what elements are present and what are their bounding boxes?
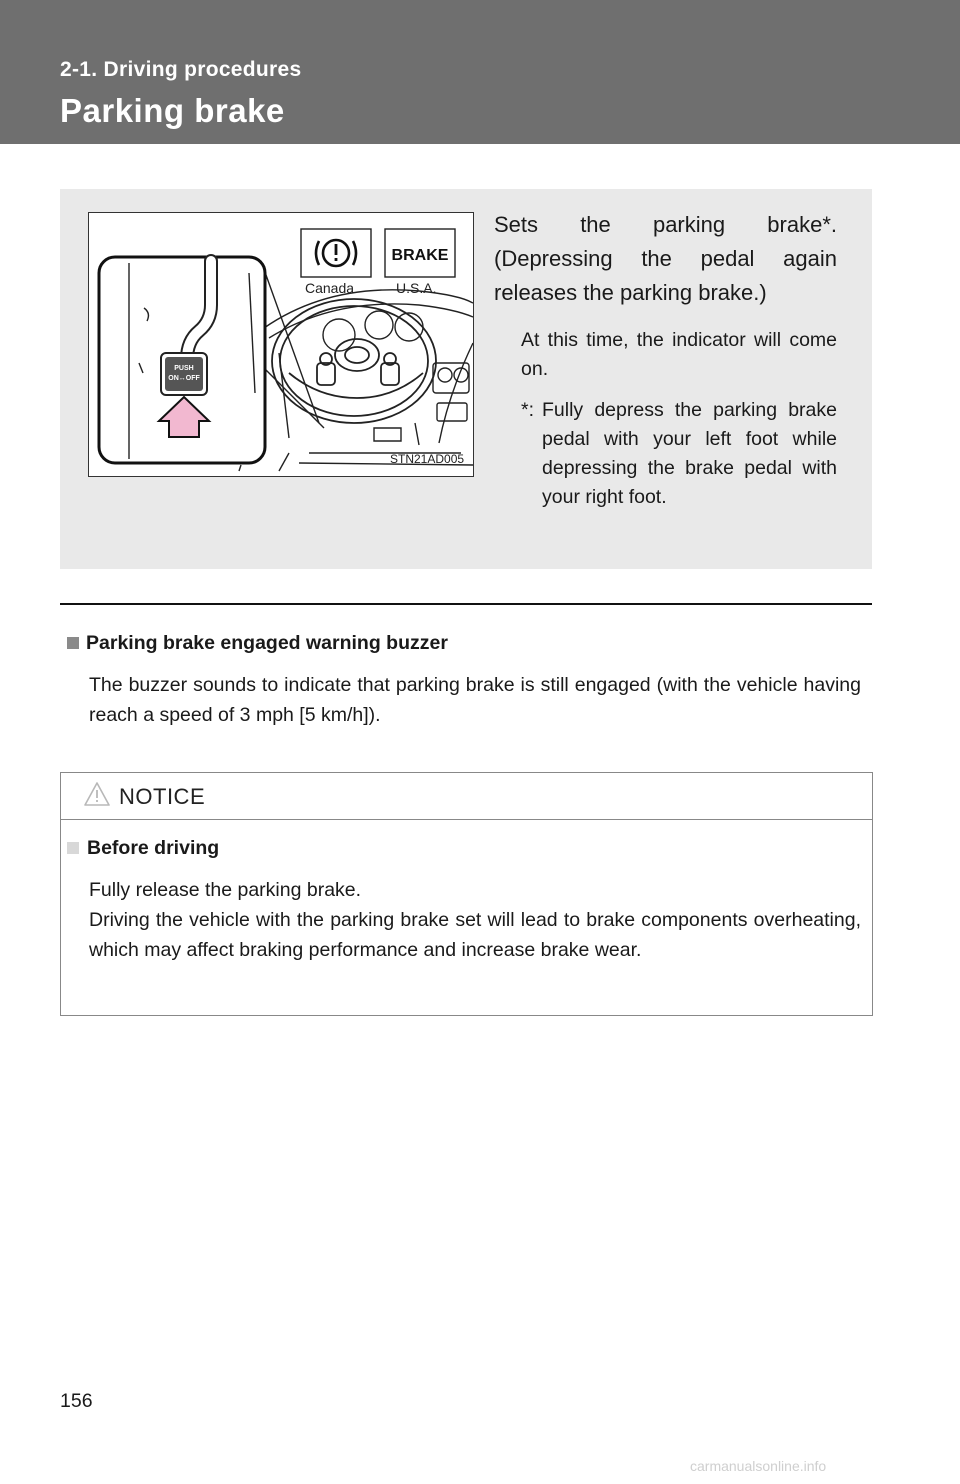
parking-brake-illustration <box>88 212 474 477</box>
notice-box <box>60 772 873 1016</box>
label-usa: U.S.A. <box>396 280 437 296</box>
subsection-heading-text: Parking brake engaged warning buzzer <box>86 632 448 654</box>
page-title: Parking brake <box>60 92 285 129</box>
page-number: 156 <box>60 1390 93 1412</box>
notice-heading <box>67 837 219 860</box>
notice-body <box>89 875 861 965</box>
panel-lead-text: Sets the parking brake*. (Depressing the pedal again releases the parking brake.) <box>494 212 837 305</box>
section-divider <box>60 603 872 605</box>
panel-note: At this time, the indicator will come on. <box>521 329 837 380</box>
section-label: 2-1. Driving procedures <box>60 58 302 81</box>
warning-triangle-icon <box>84 782 110 806</box>
figure-id: STN21AD005 <box>390 452 465 466</box>
subsection-heading <box>67 632 448 655</box>
notice-title: NOTICE <box>119 784 206 809</box>
pedal-label-onoff: ON↔OFF <box>168 375 200 382</box>
pedal-label-push: PUSH <box>174 365 194 372</box>
notice-heading-text: Before driving <box>87 837 220 859</box>
brake-text-indicator: BRAKE <box>391 247 449 264</box>
subsection-body: The buzzer sounds to indicate that parking brake is still engaged (with the vehicle having reach a speed of 3 mph [5 km/h]). <box>89 674 861 726</box>
square-bullet-icon <box>67 842 79 854</box>
square-bullet-icon <box>67 637 79 649</box>
notice-line-2: Driving the vehicle with the parking brake set will lead to brake components overheating, which may affect braking performance and increase brake wear. <box>89 909 861 961</box>
label-canada: Canada <box>305 280 355 296</box>
notice-header <box>61 773 872 820</box>
footnote-text: Fully depress the parking brake pedal with your left foot while depressing the brake pedal with your right foot. <box>542 399 837 508</box>
watermark: carmanualsonline.info <box>690 1458 827 1474</box>
footnote-mark: *: <box>521 399 535 421</box>
notice-line-1: Fully release the parking brake. <box>89 879 362 901</box>
page-header <box>0 0 960 144</box>
